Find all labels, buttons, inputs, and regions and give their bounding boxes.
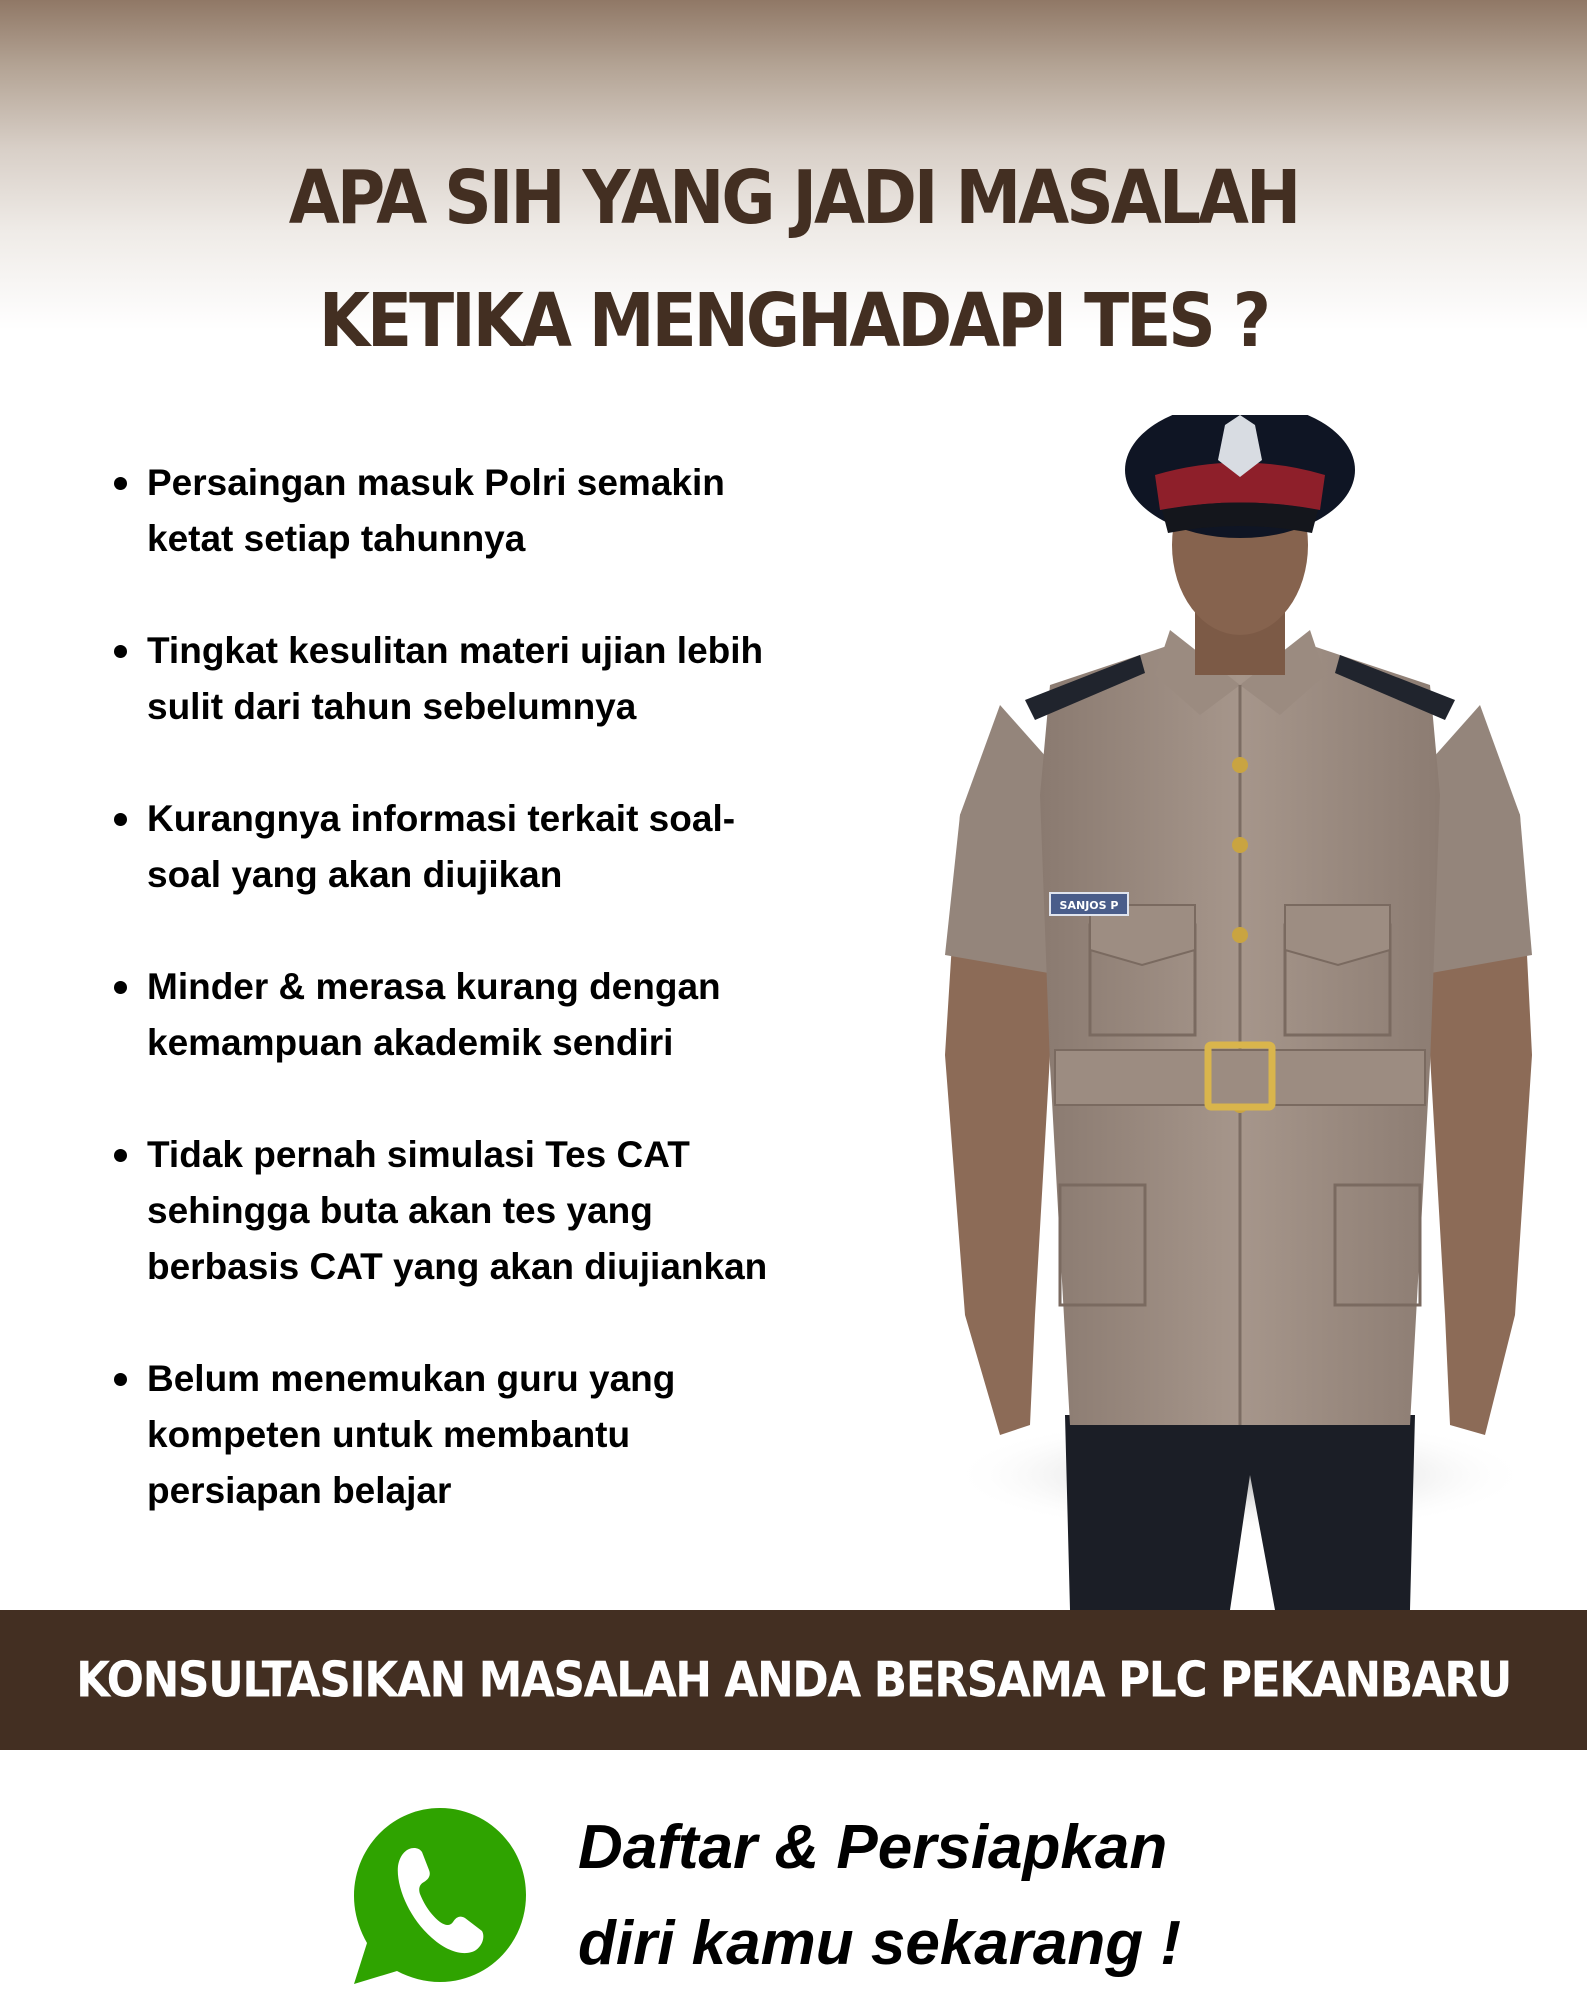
list-item: Persaingan masuk Polri semakin ketat setiap tahunnya	[112, 455, 812, 567]
list-item: Minder & merasa kurang dengan kemampuan akademik sendiri	[112, 959, 812, 1071]
name-tag-text: SANJOS P	[1059, 899, 1119, 912]
banner-text: KONSULTASIKAN MASALAH ANDA BERSAMA PLC PEKANBARU	[76, 1651, 1511, 1709]
whatsapp-icon[interactable]	[352, 1806, 528, 1986]
cta-line-2: diri kamu sekarang !	[578, 1909, 1182, 1978]
list-item: Tingkat kesulitan materi ujian lebih sulit dari tahun sebelumnya	[112, 623, 812, 735]
bullet-icon	[114, 1149, 127, 1162]
list-item: Belum menemukan guru yang kompeten untuk membantu persiapan belajar	[112, 1351, 812, 1519]
police-cadet-photo	[940, 415, 1540, 1610]
list-item: Kurangnya informasi terkait soal- soal yang akan diujikan	[112, 791, 812, 903]
title-line-1: APA SIH YANG JADI MASALAH	[288, 154, 1299, 241]
bullet-icon	[114, 477, 127, 490]
bullet-icon	[114, 645, 127, 658]
problem-list	[112, 455, 812, 1575]
bullet-icon	[114, 813, 127, 826]
consultation-banner	[0, 1610, 1587, 1750]
list-item: Tidak pernah simulasi Tes CAT sehingga buta akan tes yang berbasis CAT yang akan diujiankan	[112, 1127, 812, 1295]
title-line-2: KETIKA MENGHADAPI TES ?	[318, 277, 1269, 365]
call-to-action	[578, 1800, 1181, 1992]
page-title	[0, 137, 1587, 383]
cta-line-1: Daftar & Persiapkan	[578, 1813, 1168, 1882]
bullet-icon	[114, 981, 127, 994]
bullet-icon	[114, 1373, 127, 1386]
